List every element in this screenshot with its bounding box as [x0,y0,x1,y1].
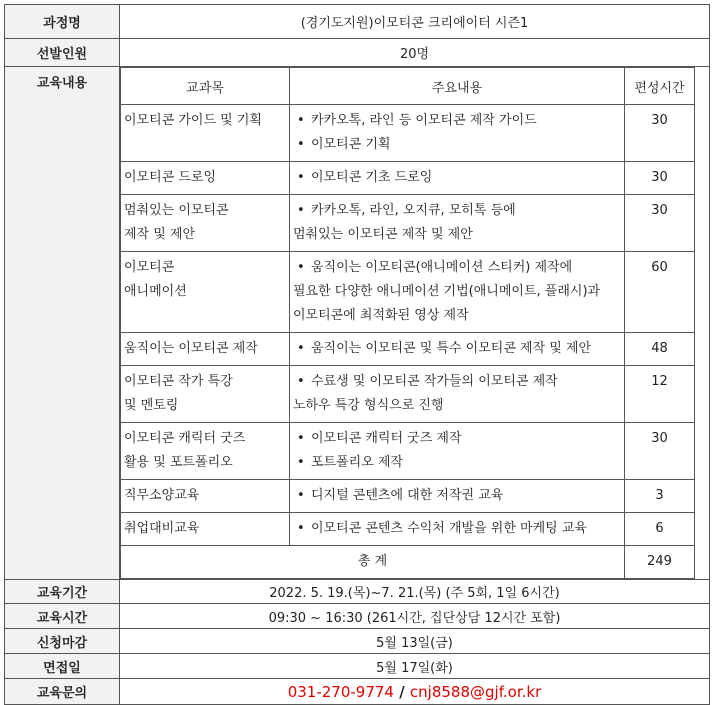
content-text: 카카오톡, 라인 등 이모티콘 제작 가이드 [311,113,537,128]
subject-line: 멈춰있는 이모티콘 [124,203,229,218]
curriculum-subject [121,423,290,480]
bullet-mark: • [297,203,305,218]
curriculum-content [290,333,625,366]
curriculum-subject [121,333,290,366]
curriculum-content [290,195,625,252]
curriculum-row [121,195,695,252]
content-text: 이모티콘에 최적화된 영상 제작 [293,308,469,323]
curriculum-subject [121,195,290,252]
row-period [5,580,710,604]
curriculum-header-row [121,68,695,105]
curriculum-subject [121,105,290,162]
content-line [293,109,621,133]
content-text: 움직이는 이모티콘 및 특수 이모티콘 제작 및 제안 [311,341,592,356]
curriculum-hours: 30 [625,162,695,195]
row-contact [5,679,710,705]
curriculum-subject [121,480,290,513]
contact-separator: / [393,682,410,701]
row-interview [5,654,710,679]
capacity-value: 20명 [120,39,710,67]
content-text: 포트폴리오 제작 [311,455,404,470]
curriculum-subject [121,252,290,333]
bullet-mark: • [297,260,305,275]
interview-value: 5월 17일(화) [120,654,710,679]
capacity-label: 선발인원 [5,39,120,67]
curriculum-content [290,366,625,423]
subject-line: 이모티콘 드로잉 [124,170,217,185]
curriculum-row [121,513,695,546]
curriculum-row [121,105,695,162]
bullet-mark: • [297,521,305,536]
content-text: 이모티콘 기초 드로잉 [311,170,433,185]
period-value: 2022. 5. 19.(목)~7. 21.(목) (주 5회, 1일 6시간) [120,580,710,604]
bullet-mark: • [297,488,305,503]
curriculum-hours: 30 [625,105,695,162]
hours-label: 교육시간 [5,604,120,629]
contact-value [120,679,710,705]
header-subject: 교과목 [121,68,290,105]
curriculum-content [290,513,625,546]
content-line [293,517,621,541]
content-line [293,304,621,328]
content-line [293,133,621,157]
curriculum-body [121,68,695,579]
curriculum-cell [120,67,710,580]
content-line [293,166,621,190]
total-hours: 249 [625,546,695,579]
subject-line: 움직이는 이모티콘 제작 [124,341,258,356]
curriculum-hours: 48 [625,333,695,366]
subject-line: 직무소양교육 [124,488,200,503]
deadline-value: 5월 13일(금) [120,629,710,654]
content-line [293,427,621,451]
course-name-value: (경기도지원)이모티콘 크리에이터 시즌1 [120,5,710,39]
header-content: 주요내용 [290,68,625,105]
content-text: 수료생 및 이모티콘 작가들의 이모티콘 제작 [311,374,558,389]
subject-line: 이모티콘 [124,260,175,275]
curriculum-hours: 12 [625,366,695,423]
content-text: 필요한 다양한 애니메이션 기법(애니메이트, 플래시)과 [293,284,601,299]
row-deadline [5,629,710,654]
subject-line: 이모티콘 캐릭터 굿즈 [124,431,246,446]
bullet-mark: • [297,455,305,470]
curriculum-row [121,423,695,480]
header-hours: 편성시간 [625,68,695,105]
period-label: 교육기간 [5,580,120,604]
content-line [293,223,621,247]
deadline-label: 신청마감 [5,629,120,654]
curriculum-hours: 6 [625,513,695,546]
curriculum-subject [121,513,290,546]
curriculum-hours: 30 [625,423,695,480]
curriculum-row [121,162,695,195]
content-line [293,484,621,508]
content-line [293,199,621,223]
content-text: 움직이는 이모티콘(애니메이션 스티커) 제작에 [311,260,573,275]
curriculum-hours: 60 [625,252,695,333]
content-text: 노하우 특강 형식으로 진행 [293,398,444,413]
curriculum-row [121,333,695,366]
bullet-mark: • [297,431,305,446]
hours-value: 09:30 ~ 16:30 (261시간, 집단상담 12시간 포함) [120,604,710,629]
content-text: 멈춰있는 이모티콘 제작 및 제안 [293,227,473,242]
content-text: 이모티콘 기획 [311,137,391,152]
subject-line: 취업대비교육 [124,521,200,536]
contact-phone[interactable]: 031-270-9774 [287,682,394,701]
content-line [293,280,621,304]
content-label: 교육내용 [5,67,120,580]
curriculum-content [290,162,625,195]
curriculum-subject [121,162,290,195]
subject-line: 이모티콘 가이드 및 기획 [124,113,262,128]
bullet-mark: • [297,113,305,128]
curriculum-content [290,423,625,480]
bullet-mark: • [297,341,305,356]
curriculum-content [290,480,625,513]
interview-label: 면접일 [5,654,120,679]
row-capacity [5,39,710,67]
total-label: 총 계 [121,546,625,579]
course-info-sheet [4,4,710,705]
bullet-mark: • [297,137,305,152]
subject-line: 이모티콘 작가 특강 [124,374,233,389]
curriculum-hours: 30 [625,195,695,252]
content-text: 이모티콘 콘텐츠 수익처 개발을 위한 마케팅 교육 [311,521,587,536]
content-line [293,451,621,475]
contact-email[interactable]: cnj8588@gjf.or.kr [409,682,542,701]
curriculum-total-row [121,546,695,579]
content-text: 이모티콘 캐릭터 굿즈 제작 [311,431,462,446]
curriculum-row [121,366,695,423]
curriculum-table [120,67,695,579]
content-line [293,256,621,280]
course-name-label: 과정명 [5,5,120,39]
curriculum-hours: 3 [625,480,695,513]
row-hours [5,604,710,629]
course-info-table [4,4,710,705]
contact-label: 교육문의 [5,679,120,705]
row-content [5,67,710,580]
curriculum-content [290,105,625,162]
content-text: 카카오톡, 라인, 오지큐, 모히톡 등에 [311,203,516,218]
bullet-mark: • [297,170,305,185]
content-text: 디지털 콘텐츠에 대한 저작권 교육 [311,488,504,503]
subject-line: 활용 및 포트폴리오 [124,455,233,470]
curriculum-row [121,480,695,513]
row-course [5,5,710,39]
subject-line: 및 멘토링 [124,398,179,413]
content-line [293,337,621,361]
curriculum-row [121,252,695,333]
content-line [293,370,621,394]
bullet-mark: • [297,374,305,389]
curriculum-content [290,252,625,333]
content-line [293,394,621,418]
subject-line: 애니메이션 [124,284,187,299]
subject-line: 제작 및 제안 [124,227,196,242]
curriculum-subject [121,366,290,423]
